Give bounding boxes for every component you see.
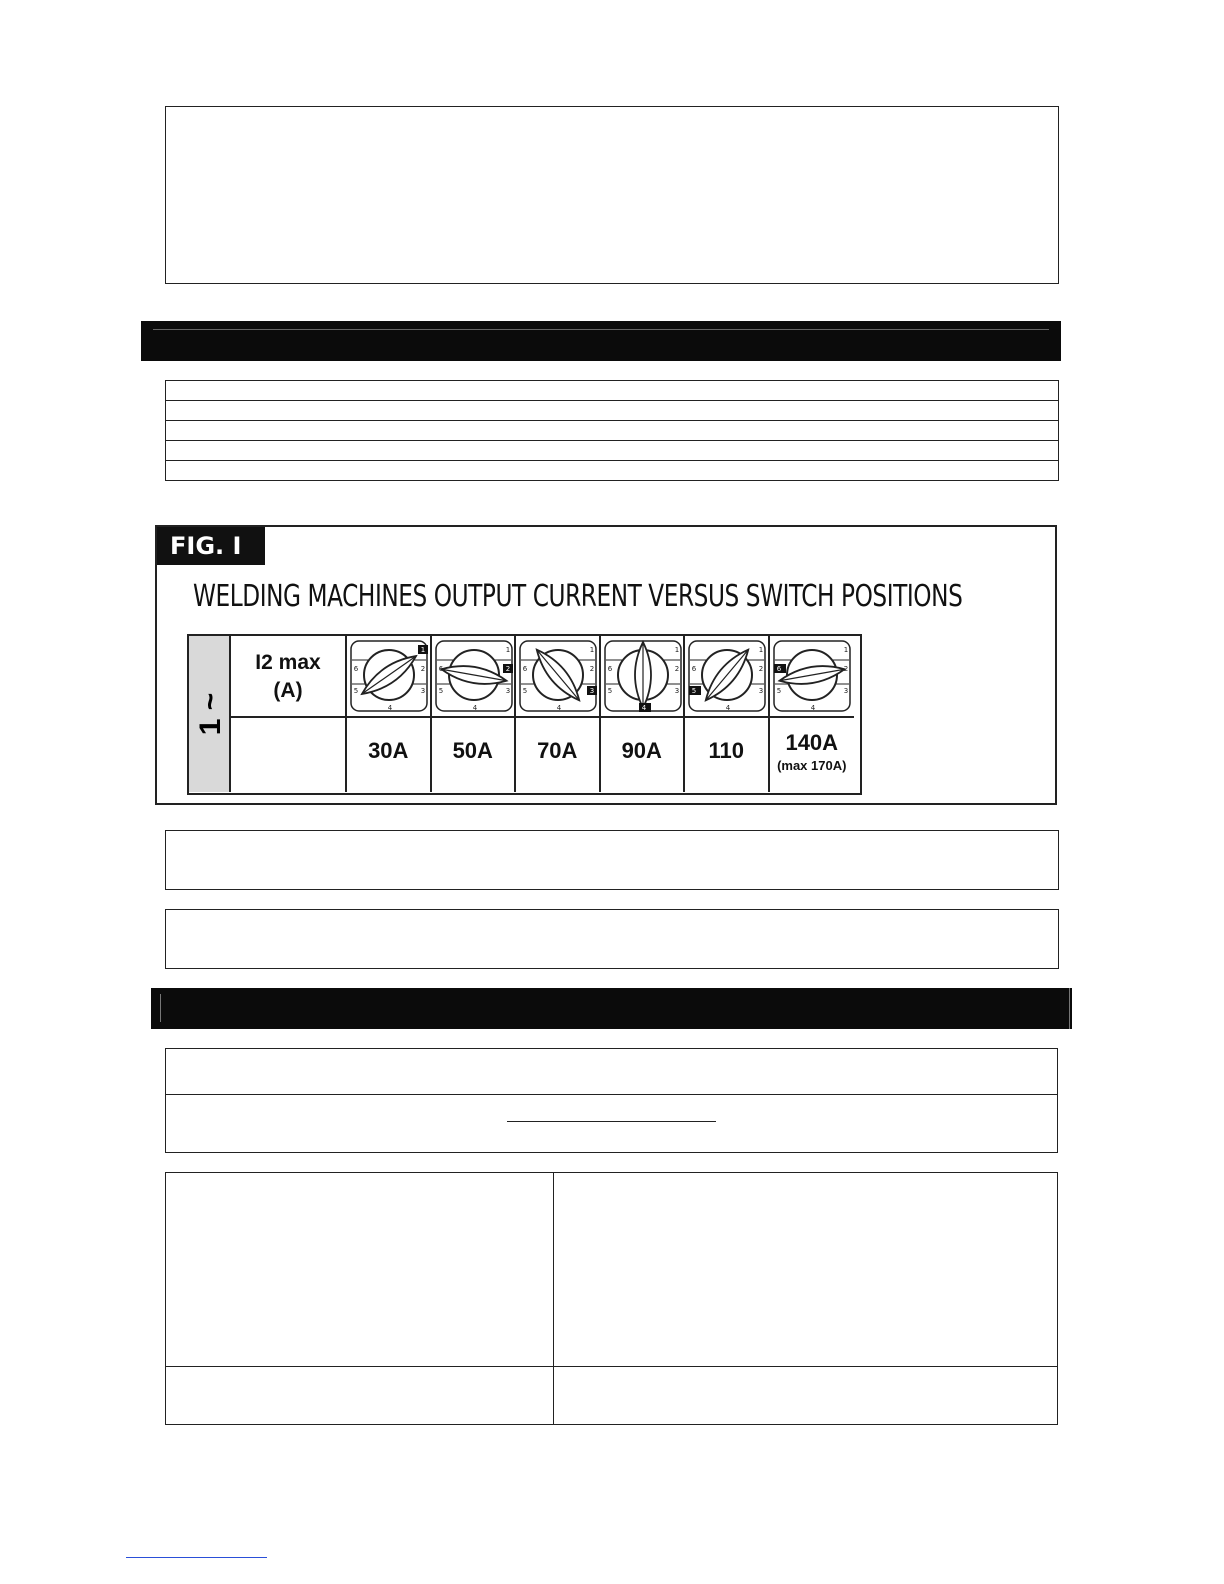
dial-position-number: 5 [776, 687, 781, 695]
current-value-cell [516, 718, 601, 792]
dial-position-number: 6 [607, 665, 612, 673]
dial-position-number: 3 [589, 687, 595, 695]
top-text-box [165, 106, 1059, 284]
dial-position-number: 2 [505, 665, 510, 673]
dial-position-number: 2 [589, 665, 595, 673]
current-value: 30A [368, 738, 409, 763]
table-row [166, 461, 1058, 480]
current-value: 110 [708, 738, 744, 763]
switch-dial-cell [770, 636, 855, 718]
footer-link-underline[interactable] [126, 1557, 267, 1558]
dial-position-number: 2 [420, 665, 426, 673]
rotary-switch-icon [519, 640, 597, 714]
figure-title: WELDING MACHINES OUTPUT CURRENT VERSUS SWITCH POSITIONS [193, 579, 963, 614]
dial-position-number: 3 [674, 687, 679, 695]
switch-dial-cell [432, 636, 517, 718]
table-row [166, 441, 1058, 461]
current-header-line1: I2 max [255, 651, 321, 674]
grid-cell-left-top [165, 1172, 555, 1368]
dial-position-number: 2 [758, 665, 764, 673]
current-header-line2: (A) [273, 679, 303, 702]
grid-cell-left-bottom [165, 1366, 555, 1425]
dial-position-number: 3 [843, 687, 848, 695]
note-box-1 [165, 830, 1059, 890]
dial-position-number: 4 [472, 704, 477, 712]
phase-symbol-text: 1 ~ [194, 692, 227, 736]
figure-switch-positions [155, 525, 1057, 805]
dial-position-number: 4 [387, 704, 393, 712]
section-header-bar-2 [151, 988, 1072, 1029]
rotary-switch-icon [350, 640, 428, 714]
phase-column [189, 636, 231, 792]
dial-position-number: 2 [674, 665, 679, 673]
current-value-cell [347, 718, 432, 792]
dial-position-number: 1 [589, 646, 595, 654]
dial-position-number: 1 [420, 646, 426, 654]
current-value-cell [601, 718, 686, 792]
section-header-bar-1 [141, 321, 1061, 361]
dial-position-number: 3 [758, 687, 764, 695]
dial-position-number: 6 [438, 665, 443, 673]
current-value: 90A [621, 738, 662, 763]
switch-position-table [187, 634, 862, 795]
dial-position-number: 5 [607, 687, 612, 695]
dial-position-number: 5 [691, 687, 697, 695]
dial-position-number: 5 [438, 687, 443, 695]
current-value: 50A [452, 738, 493, 763]
dial-position-number: 4 [725, 704, 731, 712]
info-box-bottom [165, 1094, 1058, 1153]
blank-table [165, 380, 1059, 481]
info-box-top [165, 1048, 1058, 1096]
switch-dial-cell [347, 636, 432, 718]
current-value: 70A [537, 738, 578, 763]
current-value-cell [685, 718, 770, 792]
rotary-switch-icon [604, 640, 682, 714]
dial-position-number: 4 [810, 704, 815, 712]
dial-position-number: 1 [758, 646, 764, 654]
dial-position-number: 6 [691, 665, 697, 673]
dial-position-number: 3 [420, 687, 426, 695]
table-row [166, 401, 1058, 421]
dial-position-number: 4 [641, 704, 646, 712]
current-blank-cell [231, 718, 347, 792]
dial-position-number: 2 [843, 665, 848, 673]
switch-dial-cell [601, 636, 686, 718]
current-header [231, 636, 347, 718]
current-max-note: (max 170A) [777, 758, 847, 773]
switch-dial-cell [516, 636, 601, 718]
grid-cell-right-bottom [553, 1366, 1058, 1425]
dial-position-number: 1 [674, 646, 679, 654]
dial-position-number: 6 [522, 665, 528, 673]
rotary-switch-icon [688, 640, 766, 714]
dial-position-number: 1 [505, 646, 510, 654]
switch-dial-cell [685, 636, 770, 718]
underline-rule [507, 1121, 716, 1122]
current-value-cell [770, 718, 855, 792]
figure-label: FIG. I [157, 527, 265, 565]
dial-position-number: 6 [776, 665, 781, 673]
single-phase-symbol [189, 636, 231, 792]
dial-position-number: 6 [353, 665, 359, 673]
current-value: 140A [785, 730, 839, 755]
rotary-switch-icon [435, 640, 513, 714]
current-value-cell [432, 718, 517, 792]
table-row [166, 421, 1058, 441]
dial-position-number: 5 [353, 687, 359, 695]
dial-position-number: 4 [556, 704, 562, 712]
dial-position-number: 1 [843, 646, 848, 654]
dial-position-number: 3 [505, 687, 510, 695]
rotary-switch-icon [773, 640, 851, 714]
dial-position-number: 5 [522, 687, 528, 695]
note-box-2 [165, 909, 1059, 969]
grid-cell-right-top [553, 1172, 1058, 1368]
table-row [166, 381, 1058, 401]
